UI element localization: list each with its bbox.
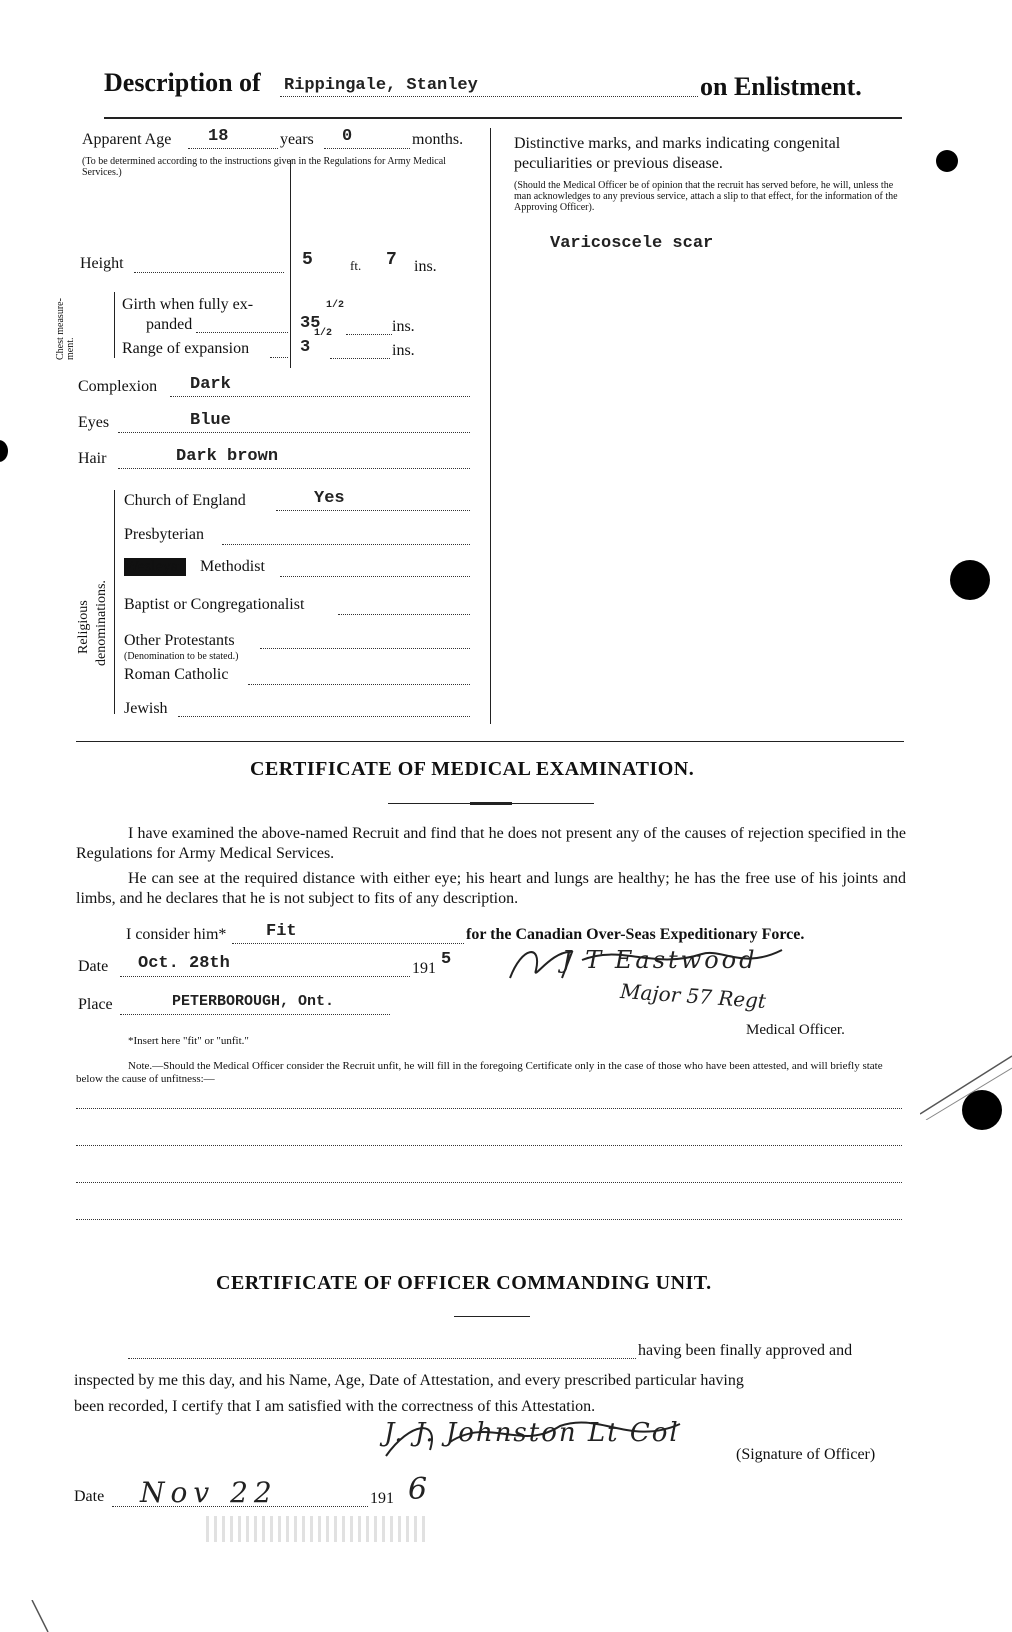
fit-value: Fit (266, 922, 297, 941)
commanding-date-value: Nov 22 (140, 1476, 278, 1509)
fit-dots (232, 943, 464, 944)
range-unit: ins. (392, 342, 415, 359)
other-protestants-dots (260, 648, 470, 649)
medical-place-dots (120, 1014, 390, 1015)
range-unit-dots (330, 358, 390, 359)
column-divider (490, 128, 491, 724)
church-of-england-dots (276, 510, 470, 511)
commanding-name-dots (128, 1358, 636, 1359)
height-feet-value: 5 (302, 250, 313, 270)
commanding-title-rule (454, 1316, 530, 1317)
religion-side-label-2: denominations. (94, 580, 109, 666)
age-note: (To be determined according to the instructions given in the Regulations for Army Medical Services.) (82, 156, 446, 178)
chest-side-label: Chest measure-ment. (55, 298, 76, 360)
commanding-year-prefix: 191 (370, 1490, 394, 1507)
medical-year-digit: 5 (441, 950, 452, 969)
eyes-value: Blue (190, 411, 231, 430)
baptist-label: Baptist or Congregationalist (124, 596, 305, 613)
girth-dots (196, 332, 288, 333)
commanding-line2: inspected by me this day, and his Name, Age, Date of Attestation, and every prescribed particular having (74, 1372, 744, 1389)
church-of-england-value: Yes (314, 489, 345, 508)
presbyterian-dots (222, 544, 470, 545)
unfitness-line-3 (76, 1182, 902, 1183)
jewish-dots (178, 716, 470, 717)
range-dots (270, 357, 288, 358)
age-years-dots (188, 148, 278, 149)
presbyterian-label: Presbyterian (124, 526, 204, 543)
medical-para1: I have examined the above-named Recruit and find that he does not present any of the causes of rejection specified in the Regulations for Army Medical Services. (76, 825, 906, 862)
medical-title-rule-accent (470, 802, 512, 805)
complexion-value: Dark (190, 375, 231, 394)
fold-mark-right (920, 1050, 1012, 1120)
height-inches-value: 7 (386, 250, 397, 270)
eyes-label: Eyes (78, 414, 110, 431)
other-protestants-note: (Denomination to be stated.) (124, 651, 239, 662)
medical-signature-text: J T Eastwood (562, 946, 758, 974)
header-suffix: on Enlistment. (700, 72, 862, 101)
age-years-value: 18 (208, 127, 229, 146)
commanding-signature-label: (Signature of Officer) (736, 1446, 876, 1463)
baptist-dots (338, 614, 470, 615)
girth-label-1: Girth when fully ex- (122, 296, 254, 313)
commanding-title: CERTIFICATE OF OFFICER COMMANDING UNIT. (216, 1272, 712, 1294)
medical-year-prefix: 191 (412, 960, 436, 977)
girth-unit: ins. (392, 318, 415, 335)
other-protestants-label: Other Protestants (124, 632, 235, 649)
hair-value: Dark brown (176, 447, 279, 466)
commanding-line1-suffix: having been finally approved and (638, 1342, 853, 1359)
range-label: Range of expansion (122, 340, 250, 357)
insert-note: *Insert here "fit" or "unfit." (128, 1035, 249, 1047)
height-ft-label: ft. (350, 258, 362, 273)
consider-suffix: for the Canadian Over-Seas Expeditionary Force. (466, 926, 805, 943)
unfitness-line-2 (76, 1145, 902, 1146)
height-ins-label: ins. (414, 258, 437, 275)
medical-place-value: PETERBOROUGH, Ont. (172, 993, 335, 1010)
medical-date-label: Date (78, 958, 109, 975)
complexion-dots (170, 396, 470, 397)
commanding-date-label: Date (74, 1488, 105, 1505)
faded-stamp (206, 1516, 426, 1542)
medical-officer-label: Medical Officer. (746, 1022, 845, 1038)
girth-fraction: 1/2 (326, 300, 345, 311)
medical-title: CERTIFICATE OF MEDICAL EXAMINATION. (250, 758, 695, 780)
hair-label: Hair (78, 450, 107, 467)
age-months-value: 0 (342, 127, 353, 146)
commanding-signature (380, 1412, 720, 1466)
jewish-label: Jewish (124, 700, 168, 717)
fold-mark-bottom-left (30, 1600, 50, 1632)
range-fraction: 1/2 (314, 328, 333, 339)
methodist-struck-label: Wesleyan (124, 558, 186, 575)
name-dotted-line (280, 96, 698, 97)
medical-officer-signature (502, 940, 792, 984)
medical-signature-rank: Major 57 Regt (619, 978, 767, 1014)
measure-column-line (290, 160, 291, 368)
header-rule (104, 117, 902, 119)
hair-dots (118, 468, 470, 469)
commanding-year-digit: 6 (408, 1472, 428, 1507)
unfitness-line-4 (76, 1219, 902, 1220)
medical-para2: He can see at the required distance with either eye; his heart and lungs are healthy; he has the free use of his joints and limbs, and he declares that he is not subject to fits of any description. (76, 870, 906, 907)
commanding-signature-text: J. J. Johnston Lt Col (384, 1418, 680, 1448)
height-dots (134, 272, 284, 273)
consider-prefix: I consider him* (126, 926, 227, 943)
religion-side-label-1: Religious (76, 600, 91, 654)
medical-date-dots (120, 976, 410, 977)
girth-unit-dots (346, 334, 392, 335)
height-label: Height (80, 255, 124, 272)
section-rule (76, 741, 904, 742)
church-of-england-label: Church of England (124, 492, 246, 509)
unfitness-line-1 (76, 1108, 902, 1109)
punch-hole-left (0, 440, 8, 462)
medical-note: Note.—Should the Medical Officer consider the Recruit unfit, he will fill in the foregoing Certificate only in the case of those who have been attested, and will briefly state below the cause of unfitness:— (76, 1060, 883, 1085)
age-years-label: years (280, 131, 314, 148)
age-months-dots (324, 148, 410, 149)
commanding-line3: been recorded, I certify that I am satisfied with the correctness of this Attestation. (74, 1398, 596, 1415)
medical-date-value: Oct. 28th (138, 954, 230, 973)
distinctive-note: (Should the Medical Officer be of opinion that the recruit has served before, he will, unless the man acknowledges to any previous service, attach a slip to that effect, for the information of the Approving Officer). (514, 180, 898, 213)
distinctive-title: Distinctive marks, and marks indicating congenital peculiarities or previous disease. (514, 135, 841, 172)
chest-bracket (114, 292, 115, 358)
punch-hole-top-right (936, 150, 958, 172)
roman-catholic-dots (248, 684, 470, 685)
recruit-name: Rippingale, Stanley (284, 76, 478, 95)
distinctive-value: Varicoscele scar (550, 234, 714, 253)
age-label: Apparent Age (82, 131, 172, 148)
religion-bracket (114, 490, 115, 714)
header-prefix: Description of (104, 68, 261, 97)
punch-hole-mid-right (950, 560, 990, 600)
eyes-dots (118, 432, 470, 433)
roman-catholic-label: Roman Catholic (124, 666, 229, 683)
girth-value: 35 (300, 314, 321, 333)
medical-place-label: Place (78, 996, 113, 1013)
methodist-label: Methodist (200, 558, 265, 575)
methodist-dots (280, 576, 470, 577)
complexion-label: Complexion (78, 378, 158, 395)
girth-label-2: panded (146, 316, 193, 333)
range-value: 3 (300, 338, 311, 357)
age-months-label: months. (412, 131, 464, 148)
